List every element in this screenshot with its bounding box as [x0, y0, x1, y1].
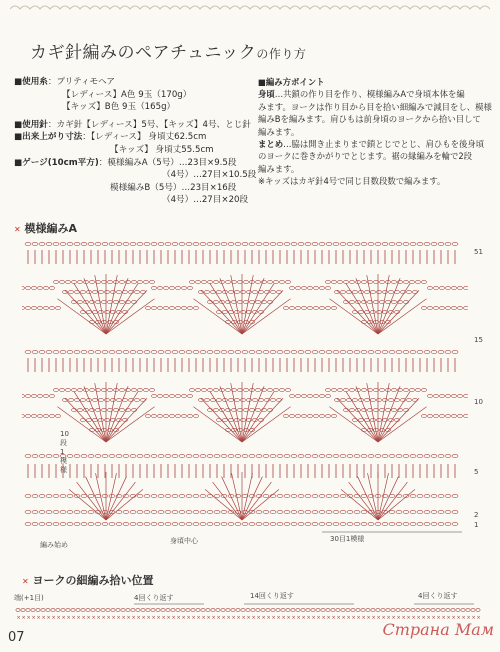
svg-text:×: ×: [311, 615, 316, 621]
chart-a-heading: ✕ 模様編みA: [14, 222, 78, 235]
svg-text:×: ×: [471, 615, 476, 621]
svg-text:×: ×: [206, 615, 211, 621]
svg-text:×: ×: [306, 615, 311, 621]
center-label: 身頃中心: [170, 537, 198, 545]
svg-text:×: ×: [191, 615, 196, 621]
svg-text:×: ×: [236, 615, 241, 621]
svg-text:×: ×: [141, 615, 146, 621]
svg-text:×: ×: [101, 615, 106, 621]
body-text-4: 編みます。: [258, 126, 300, 137]
svg-text:×: ×: [296, 615, 301, 621]
svg-text:×: ×: [366, 615, 371, 621]
row-label-5: 5: [474, 468, 479, 476]
svg-text:×: ×: [86, 615, 91, 621]
svg-text:×: ×: [151, 615, 156, 621]
svg-text:×: ×: [331, 615, 336, 621]
svg-text:×: ×: [211, 615, 216, 621]
repeat-4-right: 4回くり返す: [418, 592, 458, 600]
row-label-15: 15: [474, 336, 483, 344]
svg-text:×: ×: [301, 615, 306, 621]
svg-text:×: ×: [71, 615, 76, 621]
svg-text:×: ×: [66, 615, 71, 621]
svg-text:×: ×: [281, 615, 286, 621]
svg-text:×: ×: [146, 615, 151, 621]
svg-text:×: ×: [201, 615, 206, 621]
gauge-2: （4号）…27目×10.5段: [162, 170, 257, 181]
size-label: ■出来上がり寸法: [14, 132, 83, 143]
repeat-30-label: 30目1模様: [330, 535, 365, 543]
svg-text:×: ×: [256, 615, 261, 621]
svg-text:×: ×: [61, 615, 66, 621]
svg-text:×: ×: [21, 615, 26, 621]
size-ladies: ：【レディース】 身頃丈62.5cm: [82, 132, 207, 143]
svg-text:×: ×: [231, 615, 236, 621]
svg-text:×: ×: [181, 615, 186, 621]
row-label-10: 10: [474, 398, 483, 406]
svg-text:×: ×: [406, 615, 411, 621]
finish-label: まとめ: [258, 139, 284, 150]
svg-text:×: ×: [221, 615, 226, 621]
svg-text:×: ×: [411, 615, 416, 621]
svg-text:×: ×: [371, 615, 376, 621]
svg-text:×: ×: [416, 615, 421, 621]
gauge-4: （4号）…27目×20段: [162, 195, 249, 206]
svg-text:×: ×: [376, 615, 381, 621]
body-text-2: みます。ヨークは作り目から目を拾い細編みで減目をし、模様: [258, 101, 492, 112]
svg-text:×: ×: [226, 615, 231, 621]
svg-text:×: ×: [346, 615, 351, 621]
start-label: 編み始め: [40, 541, 68, 549]
watermark: Страна Мам: [382, 620, 494, 639]
svg-text:×: ×: [386, 615, 391, 621]
svg-text:×: ×: [441, 615, 446, 621]
svg-text:×: ×: [451, 615, 456, 621]
svg-text:×: ×: [106, 615, 111, 621]
svg-text:×: ×: [381, 615, 386, 621]
repeat-10-label: 10段1模様: [60, 430, 69, 474]
svg-text:×: ×: [131, 615, 136, 621]
points-column: [258, 76, 494, 188]
svg-text:×: ×: [336, 615, 341, 621]
svg-text:×: ×: [91, 615, 96, 621]
svg-text:×: ×: [51, 615, 56, 621]
svg-text:×: ×: [36, 615, 41, 621]
svg-text:×: ×: [41, 615, 46, 621]
svg-text:×: ×: [16, 615, 21, 621]
svg-text:×: ×: [76, 615, 81, 621]
svg-text:×: ×: [396, 615, 401, 621]
svg-text:×: ×: [431, 615, 436, 621]
cross-bullet-icon: ✕: [14, 225, 21, 234]
yarn-ladies: 【レディース】A色 9玉（170g）: [62, 89, 192, 100]
svg-text:×: ×: [266, 615, 271, 621]
end-left-label: 端(+1目): [14, 594, 44, 602]
svg-text:×: ×: [436, 615, 441, 621]
page-number: 07: [8, 630, 25, 645]
body-label: 身頃: [258, 89, 275, 100]
yarn-kids: 【キッズ】B色 9玉（165g）: [62, 102, 176, 113]
materials-column: [14, 76, 257, 207]
finish-text-3: 編みます。: [258, 163, 300, 174]
stitch-chart-a-lower: [22, 346, 468, 536]
svg-text:×: ×: [361, 615, 366, 621]
svg-text:×: ×: [446, 615, 451, 621]
gauge-label: ■ゲージ(10cm平方): [14, 157, 99, 168]
svg-text:×: ×: [426, 615, 431, 621]
gauge-3: 模様編みB（5号）…23目×16段: [110, 182, 237, 193]
svg-text:×: ×: [271, 615, 276, 621]
svg-text:×: ×: [251, 615, 256, 621]
svg-text:×: ×: [276, 615, 281, 621]
hook-label: ■使用針: [14, 119, 48, 130]
chart-b-heading: ✕ ヨークの細編み拾い位置: [22, 574, 154, 587]
svg-text:×: ×: [166, 615, 171, 621]
svg-text:×: ×: [156, 615, 161, 621]
row-label-51: 51: [474, 248, 483, 256]
yarn-value: ：プリティモヘア: [47, 77, 116, 87]
points-heading: ■編み方ポイント: [258, 77, 325, 87]
svg-text:×: ×: [351, 615, 356, 621]
cross-bullet-icon: ✕: [22, 577, 29, 586]
svg-text:×: ×: [171, 615, 176, 621]
svg-text:×: ×: [321, 615, 326, 621]
size-kids: 【キッズ】 身頃丈55.5cm: [110, 144, 214, 155]
svg-text:×: ×: [126, 615, 131, 621]
svg-text:×: ×: [116, 615, 121, 621]
svg-text:×: ×: [356, 615, 361, 621]
row-label-2: 2: [474, 511, 479, 519]
finish-text-2: のヨークに巻きかがりでとじます。裾の縁編みを輪で2段: [258, 151, 473, 162]
svg-text:×: ×: [291, 615, 296, 621]
svg-text:×: ×: [216, 615, 221, 621]
svg-text:×: ×: [261, 615, 266, 621]
svg-text:×: ×: [421, 615, 426, 621]
svg-text:×: ×: [241, 615, 246, 621]
svg-text:×: ×: [81, 615, 86, 621]
svg-text:×: ×: [26, 615, 31, 621]
page-title: カギ針編みのペアチュニックの作り方: [30, 43, 307, 63]
repeat-14: 14回くり返す: [250, 592, 294, 600]
finish-text-1: …脇は開き止まりまで鎖とじでとじ、肩ひもを後身頃: [283, 139, 485, 150]
svg-text:×: ×: [196, 615, 201, 621]
hook-value: ：カギ針【レディース】5号、【キッズ】4号、とじ針: [47, 119, 251, 130]
yoke-pickup-chart: [14, 602, 484, 622]
svg-text:×: ×: [56, 615, 61, 621]
yarn-label: ■使用糸: [14, 77, 48, 87]
svg-text:×: ×: [121, 615, 126, 621]
svg-text:×: ×: [46, 615, 51, 621]
svg-text:×: ×: [286, 615, 291, 621]
svg-text:×: ×: [176, 615, 181, 621]
svg-text:×: ×: [161, 615, 166, 621]
svg-text:×: ×: [96, 615, 101, 621]
body-text-3: 編みBを編みます。肩ひもは前身頃のヨークから拾い目して: [258, 114, 481, 125]
svg-text:×: ×: [466, 615, 471, 621]
svg-text:×: ×: [246, 615, 251, 621]
row-label-1: 1: [474, 521, 479, 529]
svg-text:×: ×: [401, 615, 406, 621]
gauge-1: ：模様編みA（5号）…23目×9.5段: [98, 157, 237, 168]
svg-text:×: ×: [186, 615, 191, 621]
svg-text:×: ×: [136, 615, 141, 621]
stitch-chart-a: [22, 238, 468, 346]
kids-note: ※キッズはカギ針4号で同じ目数段数で編みます。: [258, 176, 446, 187]
top-scallop-border: [10, 4, 490, 14]
svg-text:×: ×: [31, 615, 36, 621]
svg-text:×: ×: [461, 615, 466, 621]
svg-text:×: ×: [341, 615, 346, 621]
body-text-1: …共鎖の作り目を作り、模様編みAで身頃本体を編: [274, 89, 465, 100]
svg-text:×: ×: [316, 615, 321, 621]
svg-text:×: ×: [456, 615, 461, 621]
svg-text:×: ×: [111, 615, 116, 621]
repeat-4-left: 4回くり返す: [134, 594, 174, 602]
svg-text:×: ×: [326, 615, 331, 621]
svg-text:×: ×: [476, 615, 481, 621]
svg-text:×: ×: [391, 615, 396, 621]
